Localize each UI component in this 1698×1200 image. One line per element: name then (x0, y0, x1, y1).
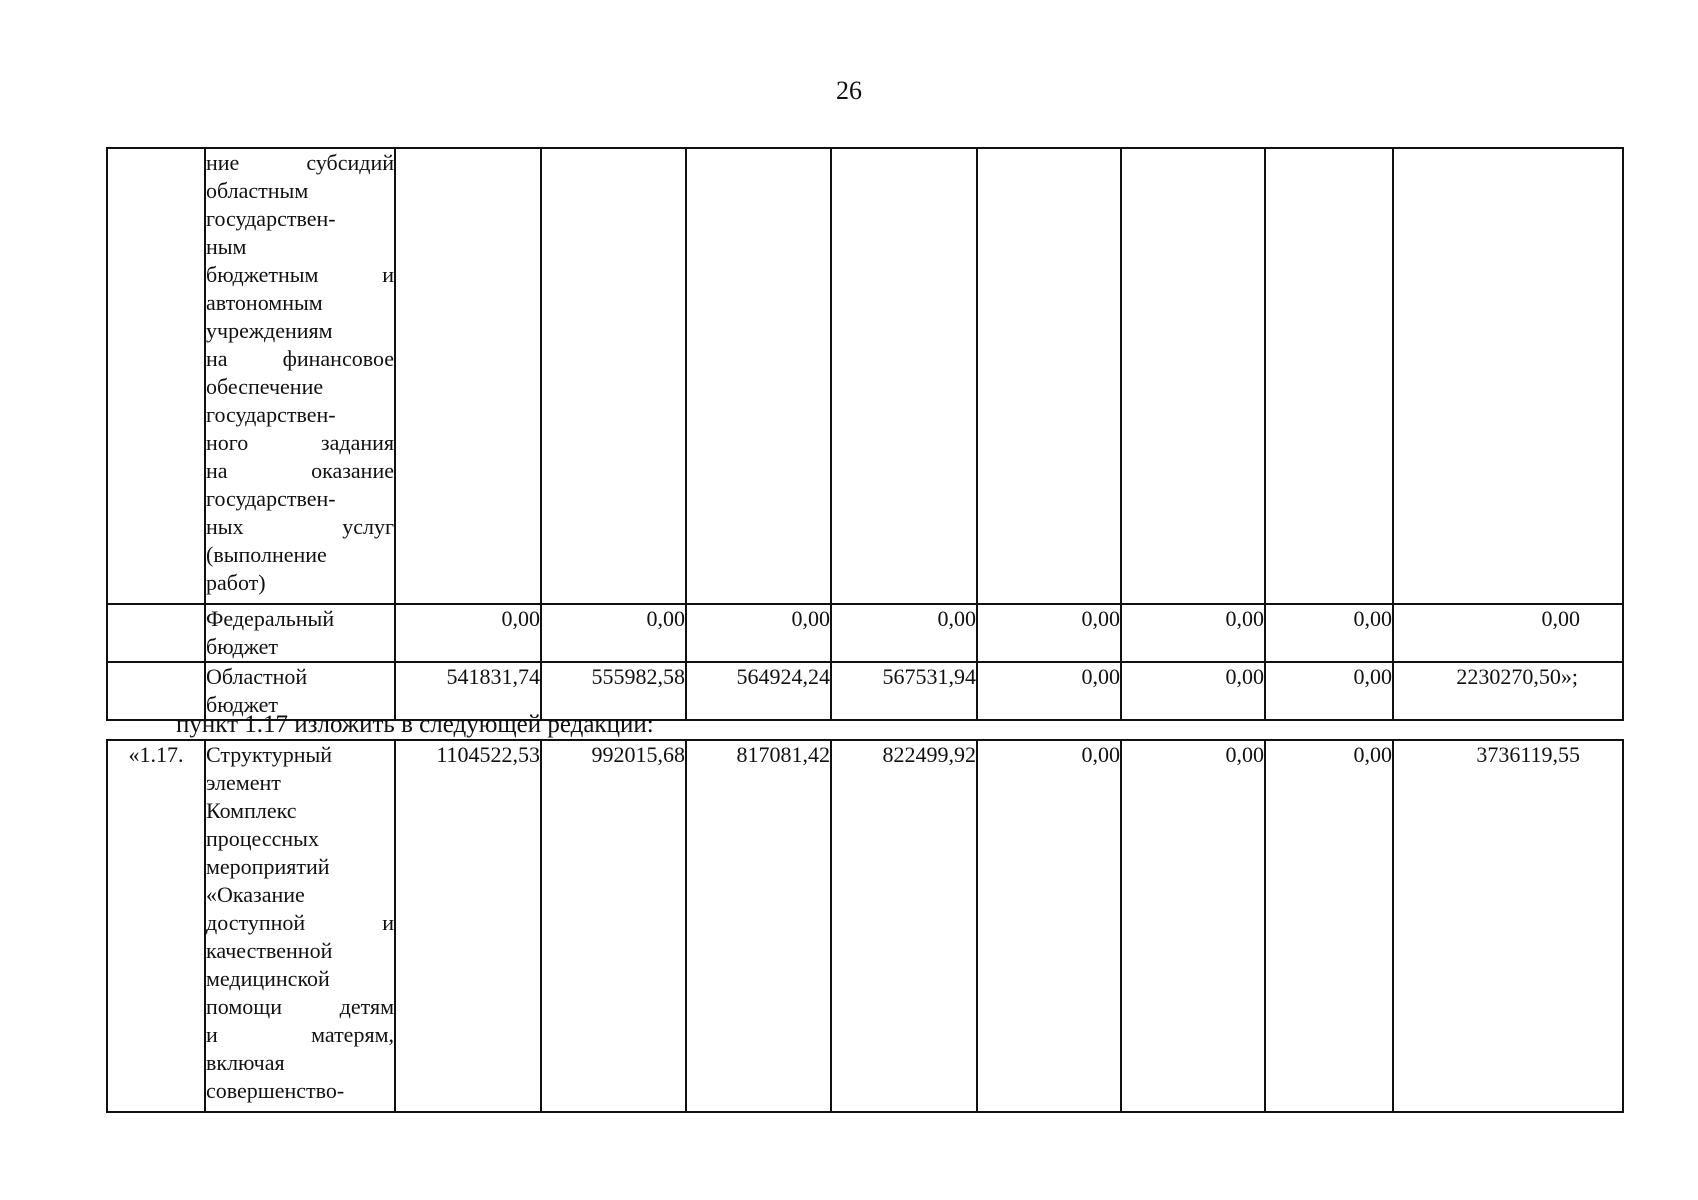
value-cell-5: 0,00 (977, 604, 1121, 662)
name-line: ние субсидий (206, 150, 394, 175)
name-line: совершенство- (206, 1078, 345, 1103)
name-line: ных услуг (206, 514, 394, 539)
value-cell-4: 822499,92 (831, 740, 977, 1112)
page-number: 26 (836, 76, 862, 105)
value-cell-1 (395, 148, 541, 604)
name-line: бюджетным и (206, 262, 394, 287)
value-cell-3: 564924,24 (686, 662, 831, 720)
name-line: Областной (206, 664, 308, 689)
value-cell-8: 0,00 (1393, 604, 1623, 662)
row-number-cell (107, 148, 205, 604)
value-cell-6: 0,00 (1121, 740, 1265, 1112)
value-cell-4: 567531,94 (831, 662, 977, 720)
value-cell-8: 2230270,50»; (1393, 662, 1623, 720)
row-name-cell (205, 604, 395, 662)
name-line: обеспечение (206, 374, 324, 399)
value-cell-4 (831, 148, 977, 604)
row-number-cell (107, 604, 205, 662)
name-line: Федеральный (206, 606, 335, 631)
name-line: областным (206, 178, 309, 203)
name-line: учреждениям (206, 318, 333, 343)
value-cell-1: 1104522,53 (395, 740, 541, 1112)
name-line: государствен- (206, 486, 336, 511)
value-cell-6 (1121, 148, 1265, 604)
name-line: ным (206, 234, 247, 259)
name-line: бюджет (206, 634, 278, 659)
value-cell-1: 0,00 (395, 604, 541, 662)
row-number-cell: «1.17. (107, 740, 205, 1112)
name-line: включая (206, 1050, 285, 1075)
table-row (107, 740, 1623, 1112)
value-cell-6: 0,00 (1121, 604, 1265, 662)
value-cell-1: 541831,74 (395, 662, 541, 720)
value-cell-7: 0,00 (1265, 740, 1393, 1112)
name-line: бюджет (206, 692, 278, 717)
value-cell-3 (686, 148, 831, 604)
instruction-text: пункт 1.17 изложить в следующей редакции: (176, 711, 654, 738)
name-line: элемент (206, 770, 281, 795)
value-cell-2: 992015,68 (541, 740, 686, 1112)
name-line: ного задания (206, 430, 394, 455)
value-cell-8: 3736119,55 (1393, 740, 1623, 1112)
name-line: работ) (206, 570, 266, 595)
budget-table-top (106, 147, 1624, 721)
value-cell-6: 0,00 (1121, 662, 1265, 720)
name-line: автономным (206, 290, 323, 315)
table-row (107, 604, 1623, 662)
name-line: Комплекс (206, 798, 297, 823)
name-line: государствен- (206, 402, 336, 427)
value-cell-4: 0,00 (831, 604, 977, 662)
name-line: доступной и (206, 910, 394, 935)
value-cell-2 (541, 148, 686, 604)
value-cell-7 (1265, 148, 1393, 604)
value-cell-3: 817081,42 (686, 740, 831, 1112)
name-line: «Оказание (206, 882, 305, 907)
value-cell-5: 0,00 (977, 662, 1121, 720)
name-line: Структурный (206, 742, 333, 767)
row-name-cell (205, 740, 395, 1112)
budget-table-bottom (106, 739, 1624, 1113)
value-cell-3: 0,00 (686, 604, 831, 662)
value-cell-2: 555982,58 (541, 662, 686, 720)
value-cell-7: 0,00 (1265, 662, 1393, 720)
name-line: мероприятий (206, 854, 330, 879)
name-line: на финансовое (206, 346, 394, 371)
name-line: (выполнение (206, 542, 327, 567)
table-row (107, 148, 1623, 604)
row-name-cell (205, 148, 395, 604)
name-line: процессных (206, 826, 319, 851)
name-line: государствен- (206, 206, 336, 231)
value-cell-2: 0,00 (541, 604, 686, 662)
name-line: и матерям, (206, 1022, 394, 1047)
value-cell-5 (977, 148, 1121, 604)
name-line: помощи детям (206, 994, 394, 1019)
name-line: медицинской (206, 966, 330, 991)
value-cell-7: 0,00 (1265, 604, 1393, 662)
value-cell-5: 0,00 (977, 740, 1121, 1112)
name-line: качественной (206, 938, 333, 963)
name-line: на оказание (206, 458, 394, 483)
value-cell-8 (1393, 148, 1623, 604)
